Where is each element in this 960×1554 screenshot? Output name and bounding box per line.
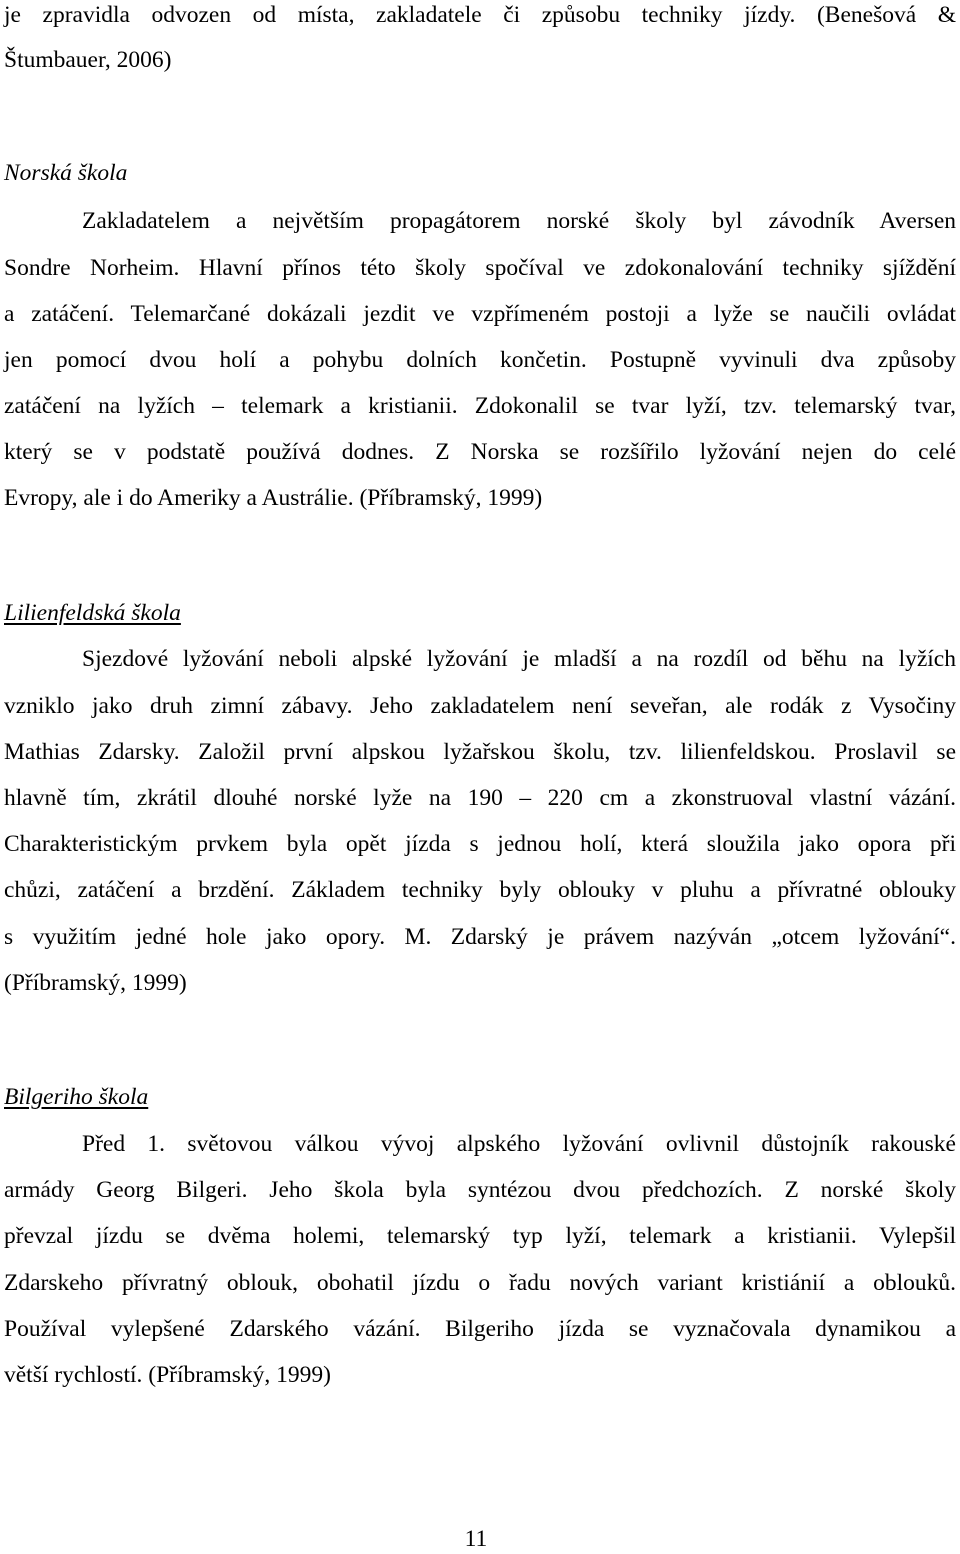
paragraph-line: Zdarskeho přívratný oblouk, obohatil jízdu o řadu nových variant kristiánií a oblouků. [4,1270,956,1296]
page-number: 11 [464,1526,488,1552]
paragraph-line: armády Georg Bilgeri. Jeho škola byla syntézou dvou předchozích. Z norské školy [4,1177,956,1203]
paragraph-line: Charakteristickým prvkem byla opět jízda s jednou holí, která sloužila jako opora při [4,831,956,857]
section-heading-norska: Norská škola [4,160,128,186]
section-heading-bilgeri: Bilgeriho škola [4,1084,149,1110]
paragraph-line: Sondre Norheim. Hlavní přínos této školy spočíval ve zdokonalování techniky sjíždění [4,255,956,281]
section-heading-lilienfeld: Lilienfeldská škola [4,600,181,626]
paragraph-line: Před 1. světovou válkou vývoj alpského lyžování ovlivnil důstojník rakouské [82,1131,956,1157]
paragraph-line: který se v podstatě používá dodnes. Z Norska se rozšířilo lyžování nejen do celé [4,439,956,465]
paragraph-line: převzal jízdu se dvěma holemi, telemarský typ lyží, telemark a kristianii. Vylepšil [4,1223,956,1249]
paragraph-line: zatáčení na lyžích – telemark a kristianii. Zdokonalil se tvar lyží, tzv. telemarský tvar, [4,393,956,419]
paragraph-line: Evropy, ale i do Ameriky a Austrálie. (Příbramský, 1999) [4,485,543,511]
paragraph-line: Sjezdové lyžování neboli alpské lyžování je mladší a na rozdíl od běhu na lyžích [82,646,956,672]
paragraph-line: jen pomocí dvou holí a pohybu dolních končetin. Postupně vyvinuli dva způsoby [4,347,956,373]
paragraph-line: Zakladatelem a největším propagátorem norské školy byl závodník Aversen [82,208,956,234]
paragraph-line: (Příbramský, 1999) [4,970,187,996]
paragraph-line: chůzi, zatáčení a brzdění. Základem techniky byly oblouky v pluhu a přívratné oblouky [4,877,956,903]
paragraph-line: větší rychlostí. (Příbramský, 1999) [4,1362,332,1388]
paragraph-line: hlavně tím, zkrátil dlouhé norské lyže na 190 – 220 cm a zkonstruoval vlastní vázání. [4,785,956,811]
paragraph-line: s využitím jedné hole jako opory. M. Zdarský je právem nazýván „otcem lyžování“. [4,924,956,950]
paragraph-line: Mathias Zdarsky. Založil první alpskou lyžařskou školu, tzv. lilienfeldskou. Proslavil se [4,739,956,765]
paragraph-line: vzniklo jako druh zimní zábavy. Jeho zakladatelem není seveřan, ale rodák z Vysočiny [4,693,956,719]
paragraph-line: je zpravidla odvozen od místa, zakladatele či způsobu techniky jízdy. (Benešová & [4,2,956,28]
paragraph-line: a zatáčení. Telemarčané dokázali jezdit ve vzpřímeném postoji a lyže se naučili ovládat [4,301,956,327]
paragraph-line: Štumbauer, 2006) [4,47,172,73]
paragraph-line: Používal vylepšené Zdarského vázání. Bilgeriho jízda se vyznačovala dynamikou a [4,1316,956,1342]
